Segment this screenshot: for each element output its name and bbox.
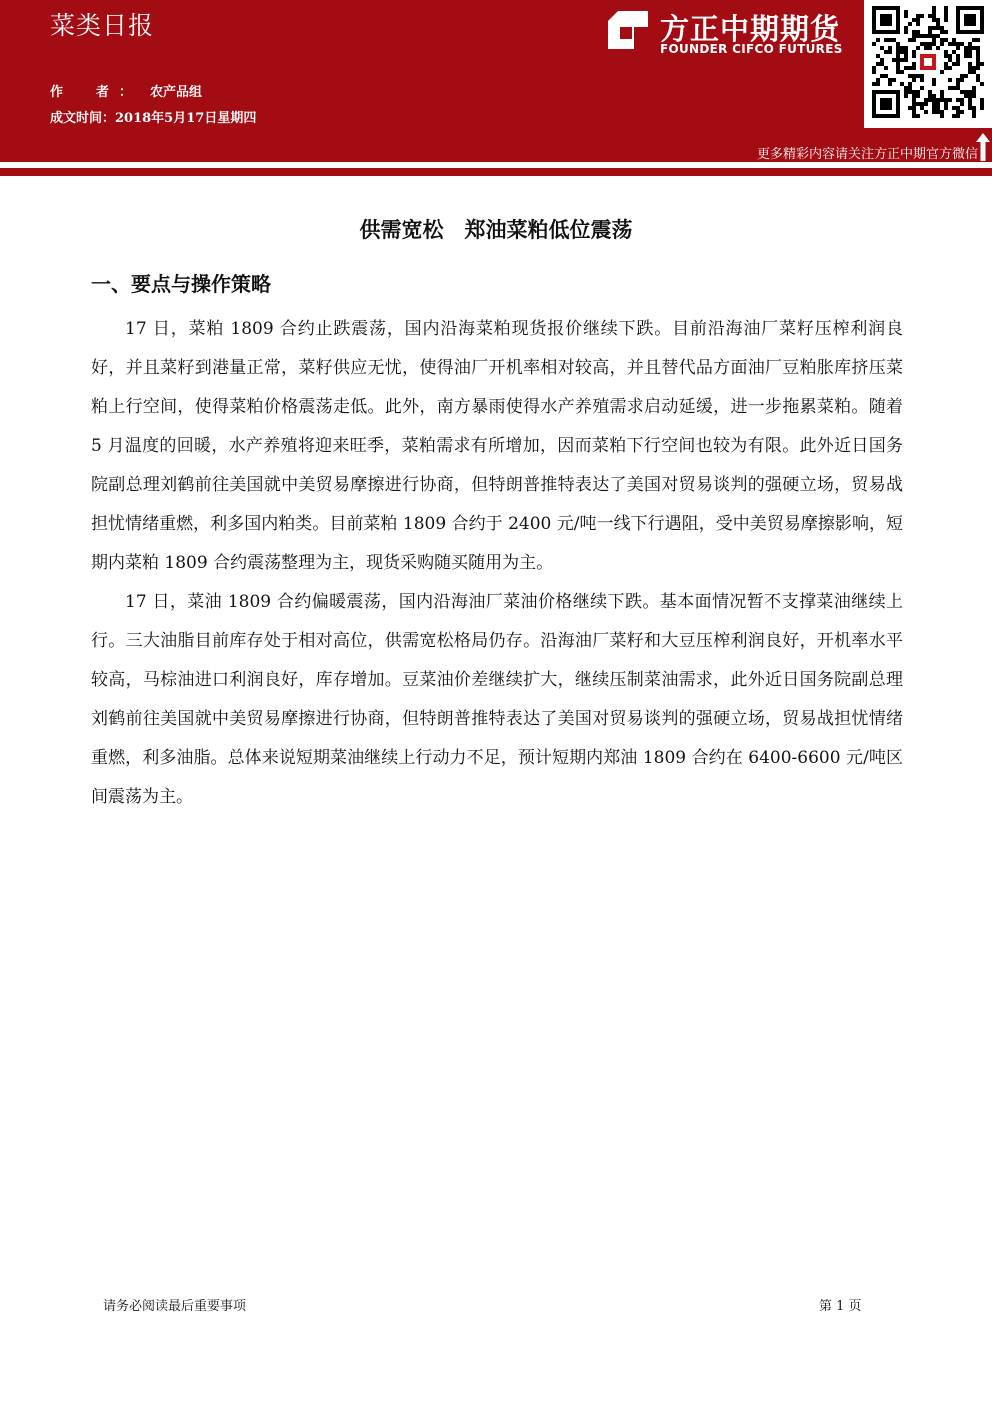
section-heading: 一、要点与操作策略 <box>91 272 271 296</box>
wechat-follow-note: 更多精彩内容请关注方正中期官方微信 <box>756 147 978 162</box>
wechat-qr-code <box>864 0 992 128</box>
arrow-up-icon <box>976 133 990 161</box>
document-title: 供需宽松 郑油菜粕低位震荡 <box>359 218 633 242</box>
company-logo <box>604 7 864 57</box>
date-line: 成文时间：2018年5月17日星期四 <box>50 111 257 126</box>
footer-disclaimer-note: 请务必阅读最后重要事项 <box>103 1299 247 1314</box>
logo-english-name: FOUNDER CIFCO FUTURES <box>660 42 843 56</box>
body-text <box>91 310 903 817</box>
header-divider <box>0 168 992 176</box>
author-line <box>50 81 202 100</box>
qr-code-icon <box>872 6 984 118</box>
logo-chinese-name: 方正中期期货 <box>660 12 841 46</box>
paragraph-rapeseed-meal: 17 日，菜粕 1809 合约止跌震荡，国内沿海菜粕现货报价继续下跌。目前沿海油厂菜籽压榨利润良好，并且菜籽到港量正常，菜籽供应无忧，使得油厂开机率相对较高，并且替代品方面油厂豆粕胀库挤压菜粕上行空间，使得菜粕价格震荡走低。此外，南方暴雨使得水产养殖需求启动延缓，进一步拖累菜粕。随着 5 月温度的回暖，水产养殖将迎来旺季，菜粕需求有所增加，因而菜粕下行空间也较为有限。此外近日国务院副总理刘鹤前往美国就中美贸易摩擦进行协商，但特朗普推特表达了美国对贸易谈判的强硬立场，贸易战担忧情绪重燃，利多国内粕类。目前菜粕 1809 合约于 2400 元/吨一线下行遇阻，受中美贸易摩擦影响，短期内菜粕 1809 合约震荡整理为主，现货采购随买随用为主。 <box>91 319 903 573</box>
author-label: 作 者： <box>50 85 143 100</box>
header-band <box>0 0 992 162</box>
report-title: 菜类日报 <box>50 11 155 40</box>
logo-mark-icon <box>604 7 650 53</box>
paragraph-rapeseed-oil: 17 日，菜油 1809 合约偏暖震荡，国内沿海油厂菜油价格继续下跌。基本面情况暂不支撑菜油继续上行。三大油脂目前库存处于相对高位，供需宽松格局仍存。沿海油厂菜籽和大豆压榨利润良好，开机率水平较高，马棕油进口利润良好，库存增加。豆菜油价差继续扩大，继续压制菜油需求，此外近日国务院副总理刘鹤前往美国就中美贸易摩擦进行协商，但特朗普推特表达了美国对贸易谈判的强硬立场，贸易战担忧情绪重燃，利多油脂。总体来说短期菜油继续上行动力不足，预计短期内郑油 1809 合约在 6400-6600 元/吨区间震荡为主。 <box>91 592 903 807</box>
page-number: 第 1 页 <box>819 1299 862 1314</box>
author-value: 农产品组 <box>150 85 203 100</box>
